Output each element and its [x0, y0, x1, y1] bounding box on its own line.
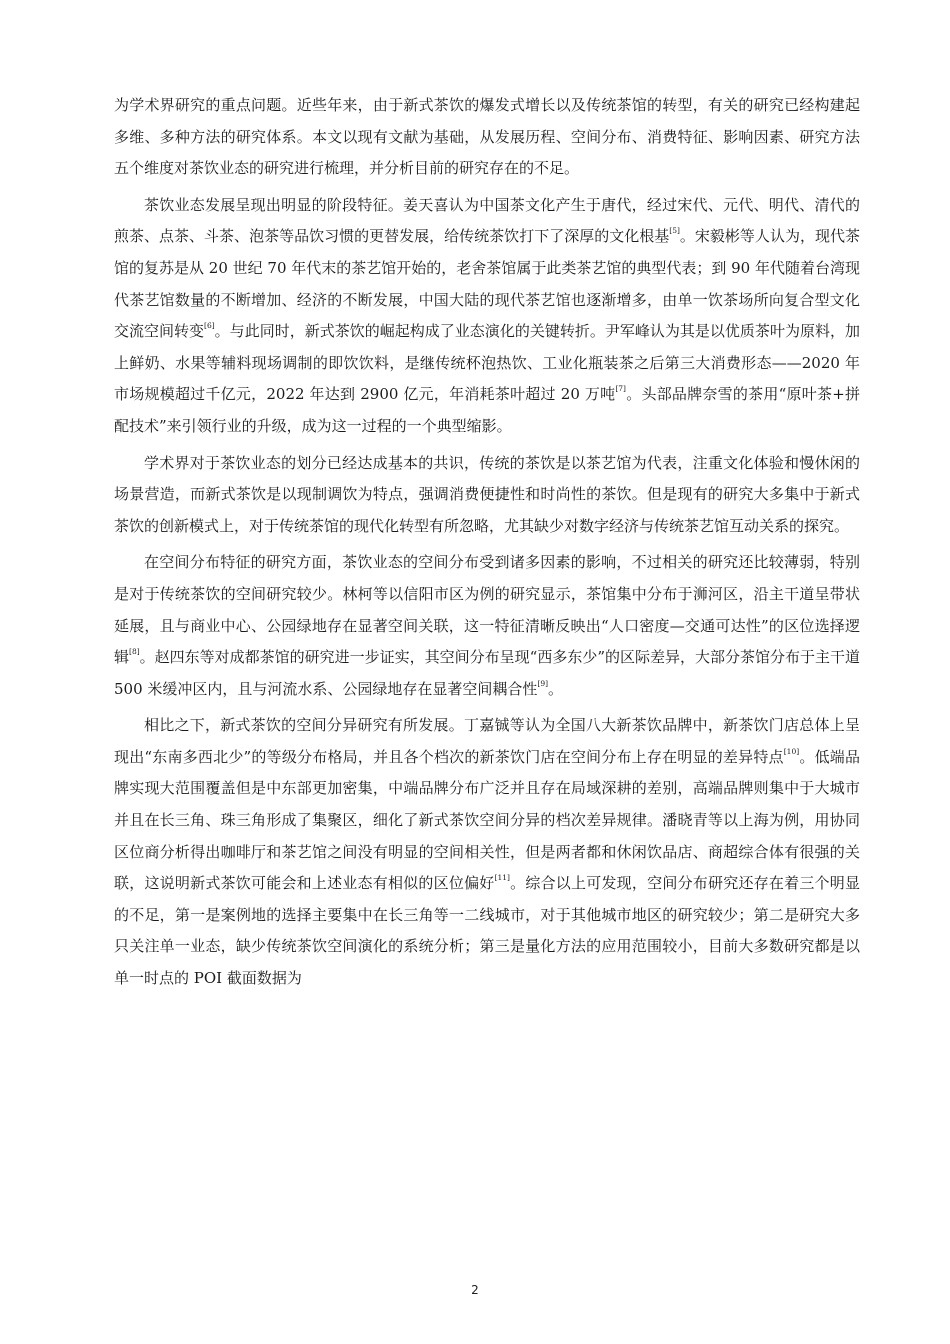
paragraph-text: 。赵四东等对成都茶馆的研究进一步证实，其空间分布呈现“西多东少”的区际差异，大部分茶馆分布于主干道 500 米缓冲区内，且与河流水系、公园绿地存在显著空间耦合性 — [114, 648, 860, 698]
body-paragraph — [114, 90, 860, 185]
body-paragraph — [114, 547, 860, 705]
citation-marker: [8] — [129, 647, 140, 657]
paragraph-text: 。综合以上可发现，空间分布研究还存在着三个明显的不足，第一是案例地的选择主要集中在长三角等一二线城市，对于其他城市地区的研究较少；第二是研究大多只关注单一业态，缺少传统茶饮空间演化的系统分析；第三是量化方法的应用范围较小，目前大多数研究都是以单一时点的 POI 截面数据为 — [114, 874, 860, 988]
paragraph-text: 。 — [548, 679, 564, 698]
citation-marker: [9] — [537, 678, 549, 688]
paragraph-text: 。宋毅彬等人认为，现代茶馆的复苏是从 20 世纪 70 年代末的茶艺馆开始的，老舍茶馆属于此类茶艺馆的典型代表；到 90 年代随着台湾现代茶艺馆数量的不断增加、经济的不断发展，中国大陆的现代茶艺馆也逐渐增多，由单一饮茶场所向复合型文化交流空间转变 — [114, 227, 860, 341]
paragraph-text: 在空间分布特征的研究方面，茶饮业态的空间分布受到诸多因素的影响，不过相关的研究还比较薄弱，特别是对于传统茶饮的空间研究较少。林柯等以信阳市区为例的研究显示，茶馆集中分布于浉河区，沿主干道呈带状延展，且与商业中心、公园绿地存在显著空间关联，这一特征清晰反映出“人口密度—交通可达性”的区位选择逻辑 — [114, 553, 860, 667]
paragraph-text: 。低端品牌实现大范围覆盖但是中东部更加密集，中端品牌分布广泛并且存在局域深耕的差别，高端品牌则集中于大城市并且在长三角、珠三角形成了集聚区，细化了新式茶饮空间分异的档次差异规律。潘晓青等以上海为例，用协同区位商分析得出咖啡厅和茶艺馆之间没有明显的空间相关性，但是两者都和休闲饮品店、商超综合体有很强的关联，这说明新式茶饮可能会和上述业态有相似的区位偏好 — [114, 747, 860, 893]
paragraph-container — [114, 90, 860, 995]
paragraph-text: 。与此同时，新式茶饮的崛起构成了业态演化的关键转折。尹军峰认为其是以优质茶叶为原料，加上鲜奶、水果等辅料现场调制的即饮饮料，是继传统杯泡热饮、工业化瓶装茶之后第三大消费形态——2020 年市场规模超过千亿元，2022 年达到 2900 亿元，年消耗茶叶超过 20 万吨 — [114, 322, 860, 404]
citation-marker: [6] — [204, 321, 215, 331]
paragraph-text: 相比之下，新式茶饮的空间分异研究有所发展。丁嘉铖等认为全国八大新茶饮品牌中，新茶饮门店总体上呈现出“东南多西北少”的等级分布格局，并且各个档次的新茶饮门店在空间分布上存在明显的差异特点 — [114, 716, 860, 766]
paragraph-text: 为学术界研究的重点问题。近些年来，由于新式茶饮的爆发式增长以及传统茶馆的转型，有关的研究已经构建起多维、多种方法的研究体系。本文以现有文献为基础，从发展历程、空间分布、消费特征、影响因素、研究方法五个维度对茶饮业态的研究进行梳理，并分析目前的研究存在的不足。 — [114, 96, 860, 178]
citation-marker: [10] — [783, 746, 800, 756]
citation-marker: [7] — [615, 384, 626, 394]
paragraph-text: 学术界对于茶饮业态的划分已经达成基本的共识，传统的茶饮是以茶艺馆为代表，注重文化体验和慢休闲的场景营造，而新式茶饮是以现制调饮为特点，强调消费便捷性和时尚性的茶饮。但是现有的研究大多集中于新式茶饮的创新模式上，对于传统茶馆的现代化转型有所忽略，尤其缺少对数字经济与传统茶艺馆互动关系的探究。 — [114, 453, 860, 535]
paragraph-text: 茶饮业态发展呈现出明显的阶段特征。姜天喜认为中国茶文化产生于唐代，经过宋代、元代、明代、清代的煎茶、点茶、斗茶、泡茶等品饮习惯的更替发展，给传统茶饮打下了深厚的文化根基 — [114, 195, 860, 246]
document-body — [114, 90, 860, 995]
body-paragraph — [114, 448, 860, 543]
paragraph-text: 。头部品牌奈雪的茶用“原叶茶+拼配技术”来引领行业的升级，成为这一过程的一个典型缩影。 — [114, 385, 860, 435]
citation-marker: [5] — [669, 226, 680, 236]
citation-marker: [11] — [494, 873, 510, 883]
body-paragraph — [114, 190, 860, 443]
page-number: 2 — [471, 1283, 479, 1297]
body-paragraph — [114, 710, 860, 994]
